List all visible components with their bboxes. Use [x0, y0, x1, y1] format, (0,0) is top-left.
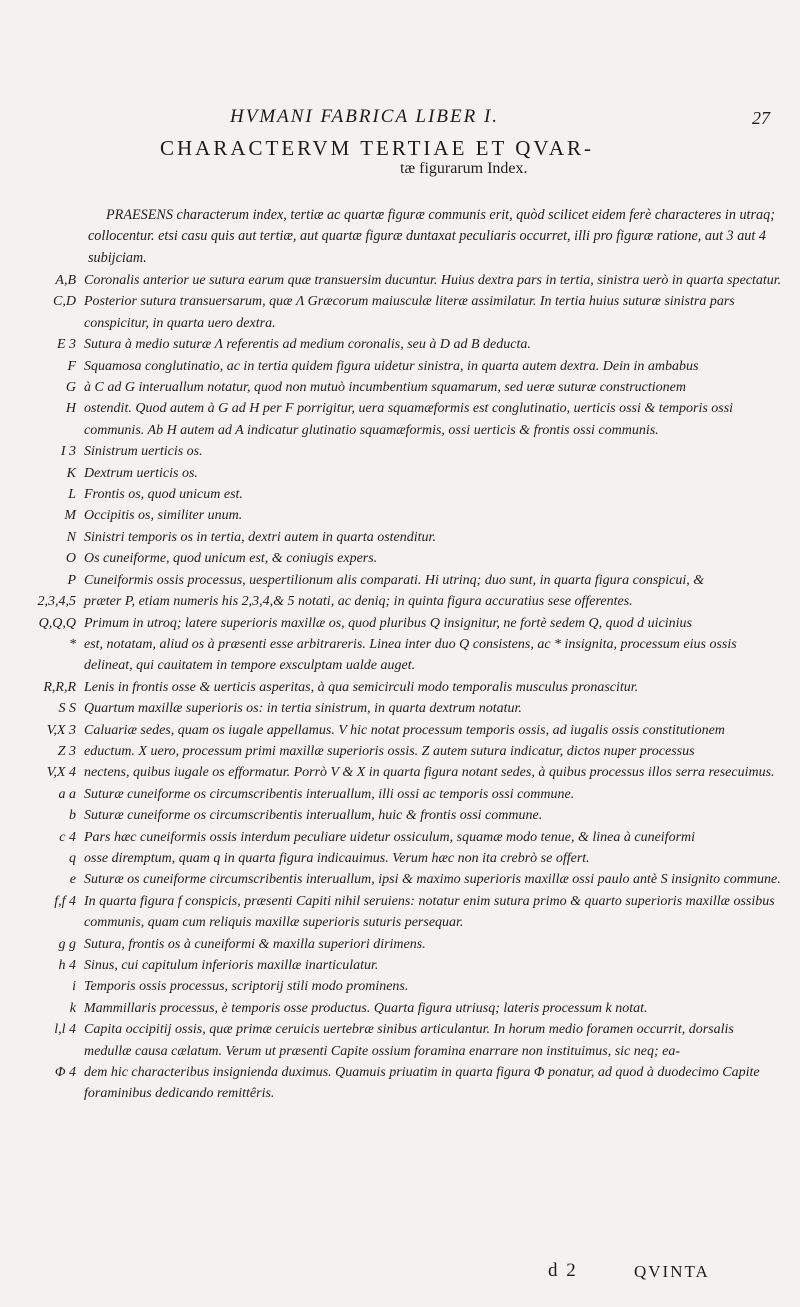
entry-text: Quartum maxillæ superioris os: in tertia sinistrum, in quarta dextrum notatur. — [84, 701, 522, 717]
entry-text: eductum. X uero, processum primi maxillæ superioris ossis. Z autem sutura indicatur, dictos nuper processus — [84, 743, 695, 759]
entry-key: I 3 — [60, 444, 76, 460]
section-title-continued: tæ figurarum Index. — [400, 160, 528, 177]
index-entry — [0, 741, 800, 762]
index-entry — [0, 334, 800, 355]
catchword: QVINTA — [634, 1262, 710, 1281]
entry-text: In quarta figura f conspicis, præsenti Capiti nihil seruiens: notatur enim sutura primo & quarto superioris maxillæ ossibus communis, quam cum reliquis maxillæ superioris suturis persequar. — [84, 893, 775, 931]
entry-key: a a — [58, 786, 76, 802]
entry-key: k — [69, 1000, 76, 1016]
index-entry — [0, 484, 800, 505]
entry-text: Sinistrum uerticis os. — [84, 444, 203, 460]
index-entry — [0, 976, 800, 997]
entry-key: F — [67, 358, 76, 374]
entry-text: Cuneiformis ossis processus, uespertilionum alis comparati. Hi utrinq; duo sunt, in quarta figura conspicui, & — [84, 572, 705, 588]
entry-text: Mammillaris processus, è temporis osse productus. Quarta figura utriusq; lateris processum k notat. — [84, 1000, 648, 1016]
entry-text: Posterior sutura transuersarum, quæ Λ Græcorum maiusculæ literæ assimilatur. In tertia huius suturæ sinistra pars conspicitur, in quarta uero dextra. — [84, 294, 735, 331]
entry-text: Caluariæ sedes, quam os iugale appellamus. V hic notat processum temporis ossis, ad iugalis ossis constitutionem — [84, 722, 725, 738]
page-number: 27 — [752, 108, 770, 128]
entry-text: est, notatam, aliud os à præsenti esse arbitrareris. Linea inter duo Q consistens, ac * insignita, processum eius ossis delineat, qui cauitatem in tempore exsculptam ualde auget. — [84, 636, 737, 674]
index-entry — [0, 1019, 800, 1062]
entry-key: M — [64, 508, 76, 524]
index-entries — [0, 270, 800, 1105]
index-entry — [0, 570, 800, 591]
entry-key: 2,3,4,5 — [37, 594, 76, 610]
entry-key: K — [66, 465, 76, 481]
entry-text: Suturæ os cuneiforme circumscribentis interuallum, ipsi & maximo superioris maxillæ ossi paulo antè S insignito commune. — [84, 872, 781, 888]
entry-key: L — [68, 487, 76, 503]
entry-text: Pars hæc cuneiformis ossis interdum peculiare uidetur ossiculum, squamæ modo tenue, & linea à cuneiformi — [84, 829, 696, 845]
index-entry — [0, 934, 800, 955]
entry-key: E 3 — [56, 337, 76, 353]
entry-text: ostendit. Quod autem à G ad H per F porrigitur, uera squamæformis est conglutinatio, uerticis ossi & temporis ossi communis. Ab H autem ad A indicatur glutinatio squamæformis, ossi uerticis & frontis ossi communis. — [84, 401, 734, 438]
entry-key: c 4 — [59, 829, 76, 845]
entry-text: Frontis os, quod unicum est. — [84, 487, 243, 503]
entry-text: Capita occipitij ossis, quæ primæ ceruicis uertebræ sinibus articulantur. In horum medio foramen occurrit, dorsalis medullæ causa cælatum. Verum ut præsenti Capite ossium foramina enarrare non instituimus, sic neq; ea- — [84, 1022, 734, 1059]
entry-key: Q,Q,Q — [38, 615, 76, 631]
entry-text: nectens, quibus iugale os efformatur. Porrò V & X in quarta figura notant sedes, à quibus processus illos serra resecuimus. — [84, 765, 775, 781]
entry-text: à C ad G interuallum notatur, quod non mutuò incumbentium squamarum, sed ueræ suturæ constructionem — [84, 380, 686, 396]
index-entry — [0, 1062, 800, 1105]
index-entry — [0, 548, 800, 569]
index-entry — [0, 591, 800, 612]
index-entry — [0, 891, 800, 934]
entry-key: P — [67, 572, 76, 588]
entry-key: g g — [58, 936, 76, 952]
running-head: HVMANI FABRICA LIBER I. — [230, 106, 500, 127]
entry-text: Lenis in frontis osse & uerticis asperitas, à qua semicirculi modo temporalis musculus pronascitur. — [84, 679, 639, 695]
entry-key: V,X 3 — [46, 722, 76, 738]
entry-text: Sutura, frontis os à cuneiformi & maxilla superiori dirimens. — [84, 936, 426, 952]
entry-key: i — [72, 979, 76, 995]
entry-text: Squamosa conglutinatio, ac in tertia quidem figura uidetur sinistra, in quarta autem dextra. Dein in ambabus — [84, 358, 699, 374]
index-entry — [0, 677, 800, 698]
entry-text: præter P, etiam numeris his 2,3,4,& 5 notati, ac deniq; in quinta figura accuratius sese offerentes. — [84, 594, 633, 610]
signature-mark: d 2 — [548, 1260, 578, 1281]
entry-key: e — [69, 872, 76, 888]
index-entry — [0, 377, 800, 398]
index-entry — [0, 398, 800, 441]
index-entry — [0, 762, 800, 783]
entry-key: h 4 — [58, 958, 76, 973]
entry-text: Coronalis anterior ue sutura earum quæ transuersim ducuntur. Huius dextra pars in tertia, sinistra uerò in quarta spectatur. — [84, 273, 782, 288]
index-entry — [0, 356, 800, 377]
entry-key: S S — [58, 701, 76, 717]
index-entry — [0, 698, 800, 719]
index-entry — [0, 505, 800, 526]
entry-text: Primum in utroq; latere superioris maxillæ os, quod pluribus Q insignitur, ne fortè sedem Q, quod d uicinius — [84, 615, 692, 631]
index-entry — [0, 848, 800, 869]
entry-key: q — [69, 850, 76, 866]
entry-text: Suturæ cuneiforme os circumscribentis interuallum, illi ossi ac temporis ossi commune. — [84, 786, 575, 802]
entry-key: O — [65, 551, 76, 567]
section-title: CHARACTERVM TERTIAE ET QVAR- — [160, 136, 594, 160]
entry-text: Os cuneiforme, quod unicum est, & coniugis expers. — [84, 551, 378, 567]
entry-key: A,B — [55, 273, 76, 288]
index-entry — [0, 441, 800, 462]
index-entry — [0, 805, 800, 826]
entry-key: R,R,R — [43, 679, 76, 695]
intro-paragraph: PRAESENS characterum index, tertiæ ac quartæ figuræ communis erit, quòd scilicet eidem ferè characteres in utraq; collocentur. etsi casu quis aut tertiæ, aut quartæ figuræ duntaxat peculiaris occurret, illi pro figuræ ratione, aut 3 aut 4 subijciam. — [88, 207, 775, 266]
entry-key: * — [69, 636, 76, 652]
entry-text: Temporis ossis processus, scriptorij stili modo prominens. — [84, 979, 409, 995]
index-entry — [0, 720, 800, 741]
entry-key: Φ 4 — [54, 1065, 76, 1081]
entry-key: l,l 4 — [54, 1022, 76, 1038]
entry-text: Sinus, cui capitulum inferioris maxillæ inarticulatur. — [84, 958, 379, 973]
entry-text: Dextrum uerticis os. — [84, 465, 198, 481]
entry-text: Suturæ cuneiforme os circumscribentis interuallum, huic & frontis ossi commune. — [84, 808, 543, 824]
entry-key: G — [65, 380, 76, 396]
entry-text: osse diremptum, quam q in quarta figura indicauimus. Verum hæc non ita crebrò se offert. — [84, 850, 590, 866]
index-entry — [0, 527, 800, 548]
index-entry — [0, 955, 800, 976]
index-entry — [0, 613, 800, 634]
index-entry — [0, 998, 800, 1019]
index-entry — [0, 827, 800, 848]
entry-key: f,f 4 — [54, 893, 76, 909]
entry-key: N — [66, 529, 76, 545]
entry-key: C,D — [53, 294, 76, 310]
entry-text: Sutura à medio suturæ Λ referentis ad medium coronalis, seu à D ad B deducta. — [84, 337, 531, 353]
entry-text: Occipitis os, similiter unum. — [84, 508, 243, 524]
index-entry — [0, 784, 800, 805]
index-entry — [0, 869, 800, 890]
entry-key: V,X 4 — [46, 765, 76, 781]
entry-key: Z 3 — [57, 743, 76, 759]
entry-text: Sinistri temporis os in tertia, dextri autem in quarta ostenditur. — [84, 529, 436, 545]
index-entry — [0, 270, 800, 291]
entry-key: b — [69, 808, 76, 824]
index-entry — [0, 291, 800, 334]
index-entry — [0, 634, 800, 677]
index-entry — [0, 463, 800, 484]
entry-text: dem hic characteribus insignienda duximus. Quamuis priuatim in quarta figura Φ ponatur, ad quod à duodecimo Capite foraminibus dedicando remittêris. — [84, 1065, 760, 1102]
entry-key: H — [65, 401, 76, 417]
